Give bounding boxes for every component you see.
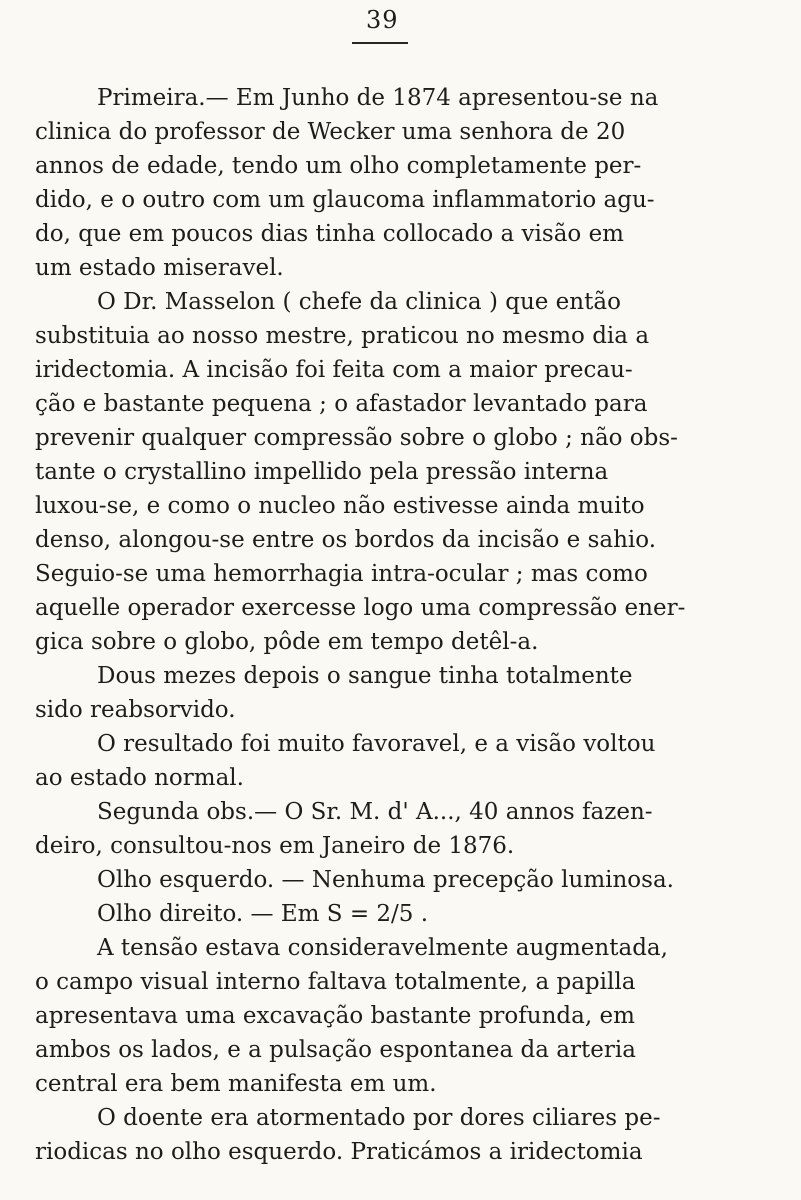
text-line: O doente era atormentado por dores ciliares pe- bbox=[97, 1105, 661, 1131]
text-line: annos de edade, tendo um olho completamente per- bbox=[35, 153, 642, 179]
text-line: Olho esquerdo. — Nenhuma precepção luminosa. bbox=[97, 867, 674, 893]
text-line: A tensão estava consideravelmente augmentada, bbox=[97, 935, 668, 961]
text-line: Primeira.— Em Junho de 1874 apresentou-se na bbox=[97, 85, 659, 111]
text-line: Seguio-se uma hemorrhagia intra-ocular ; mas como bbox=[35, 561, 648, 587]
text-line: central era bem manifesta em um. bbox=[35, 1071, 437, 1097]
text-line: clinica do professor de Wecker uma senhora de 20 bbox=[35, 119, 626, 145]
text-line: o campo visual interno faltava totalmente, a papilla bbox=[35, 969, 636, 995]
text-line: sido reabsorvido. bbox=[35, 697, 236, 723]
text-line: Olho direito. — Em S = 2/5 . bbox=[97, 901, 429, 927]
text-line: prevenir qualquer compressão sobre o globo ; não obs- bbox=[35, 425, 678, 451]
text-line: um estado miseravel. bbox=[35, 255, 284, 281]
text-line: ao estado normal. bbox=[35, 765, 244, 791]
text-line: aquelle operador exercesse logo uma compressão ener- bbox=[35, 595, 686, 621]
text-line: dido, e o outro com um glaucoma inflammatorio agu- bbox=[35, 187, 655, 213]
text-line: iridectomia. A incisão foi feita com a maior precau- bbox=[35, 357, 633, 383]
text-line: O resultado foi muito favoravel, e a visão voltou bbox=[97, 731, 656, 757]
page-number: 39 bbox=[366, 6, 399, 34]
text-line: luxou-se, e como o nucleo não estivesse ainda muito bbox=[35, 493, 645, 519]
page-number-rule bbox=[352, 42, 408, 44]
text-line: do, que em poucos dias tinha collocado a visão em bbox=[35, 221, 624, 247]
text-line: Segunda obs.— O Sr. M. d' A..., 40 annos fazen- bbox=[97, 799, 653, 825]
text-line: ção e bastante pequena ; o afastador levantado para bbox=[35, 391, 648, 417]
text-line: Dous mezes depois o sangue tinha totalmente bbox=[97, 663, 633, 689]
text-line: gica sobre o globo, pôde em tempo detêl-a. bbox=[35, 629, 539, 655]
text-line: deiro, consultou-nos em Janeiro de 1876. bbox=[35, 833, 515, 859]
text-line: riodicas no olho esquerdo. Praticámos a iridectomia bbox=[35, 1139, 643, 1165]
text-line: apresentava uma excavação bastante profunda, em bbox=[35, 1003, 635, 1029]
text-line: denso, alongou-se entre os bordos da incisão e sahio. bbox=[35, 527, 657, 553]
text-line: O Dr. Masselon ( chefe da clinica ) que então bbox=[97, 289, 621, 315]
text-line: tante o crystallino impellido pela pressão interna bbox=[35, 459, 609, 485]
text-line: ambos os lados, e a pulsação espontanea da arteria bbox=[35, 1037, 636, 1063]
text-line: substituia ao nosso mestre, praticou no mesmo dia a bbox=[35, 323, 650, 349]
